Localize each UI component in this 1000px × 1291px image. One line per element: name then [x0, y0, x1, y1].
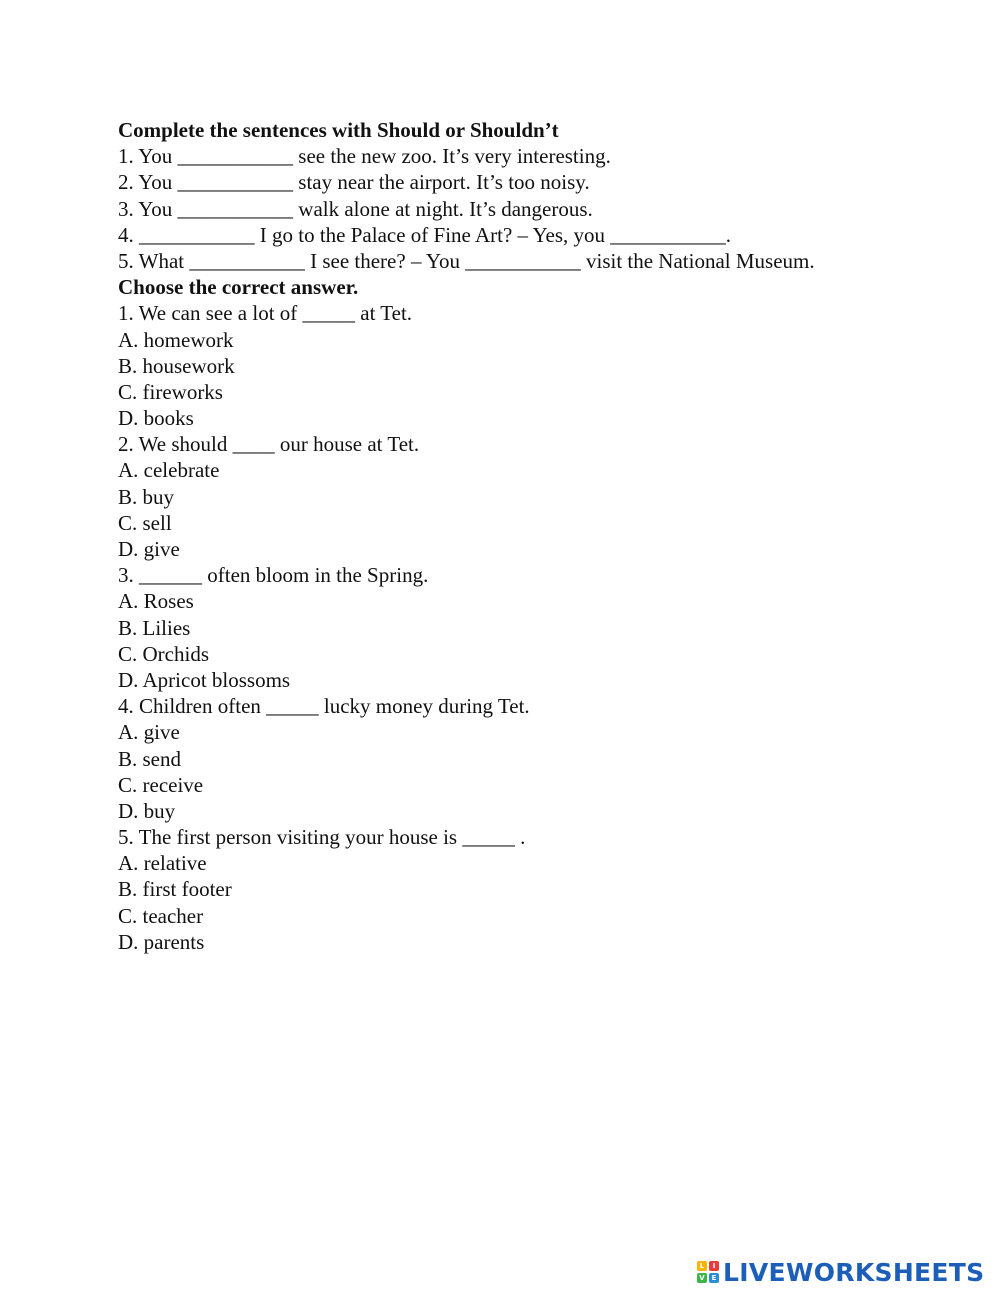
answer-option: D. books — [118, 406, 194, 431]
question-text: 5. The first person visiting your house is _____ . — [118, 825, 526, 850]
question-text: 3. ______ often bloom in the Spring. — [118, 563, 429, 588]
logo-mark-icon — [697, 1261, 719, 1283]
section1-item: 4. ___________ I go to the Palace of Fine Art? – Yes, you ___________. — [118, 222, 732, 247]
answer-option: D. buy — [118, 798, 176, 823]
answer-option: B. Lilies — [118, 615, 191, 640]
answer-option: A. homework — [118, 327, 234, 352]
answer-option: A. celebrate — [118, 458, 220, 483]
answer-option: C. fireworks — [118, 379, 223, 404]
answer-option: C. teacher — [118, 903, 204, 928]
question-text: 2. We should ____ our house at Tet. — [118, 432, 420, 457]
answer-option: A. give — [118, 720, 180, 745]
section1-item: 5. What ___________ I see there? – You ___________ visit the National Museum. — [118, 248, 815, 273]
section1-item: 1. You ___________ see the new zoo. It’s very interesting. — [118, 144, 611, 169]
section1-item: 2. You ___________ stay near the airport. It’s too noisy. — [118, 170, 590, 195]
answer-option: A. Roses — [118, 589, 194, 614]
answer-option: D. Apricot blossoms — [118, 667, 291, 692]
answer-option: A. relative — [118, 851, 207, 876]
logo-mark-tile: E — [709, 1273, 719, 1283]
answer-option: C. Orchids — [118, 641, 209, 666]
logo-mark-tile: V — [697, 1273, 707, 1283]
section2-heading: Choose the correct answer. — [118, 275, 359, 300]
answer-option: C. sell — [118, 510, 172, 535]
section1-item: 3. You ___________ walk alone at night. It’s dangerous. — [118, 196, 593, 221]
answer-option: D. give — [118, 537, 180, 561]
answer-option: B. first footer — [118, 877, 232, 902]
answer-option: B. buy — [118, 484, 175, 509]
answer-option: B. send — [118, 746, 181, 771]
worksheet — [118, 117, 978, 955]
answer-option: C. receive — [118, 772, 204, 797]
logo-mark-tile: L — [697, 1261, 707, 1271]
answer-option: B. housework — [118, 353, 235, 378]
answer-option: D. parents — [118, 929, 205, 954]
question-text: 4. Children often _____ lucky money during Tet. — [118, 694, 530, 719]
logo-mark-tile: I — [709, 1261, 719, 1271]
liveworksheets-logo[interactable] — [697, 1257, 984, 1287]
section1-heading: Complete the sentences with Should or Shouldn’t — [118, 118, 559, 142]
question-text: 1. We can see a lot of _____ at Tet. — [118, 301, 413, 326]
logo-text: LIVEWORKSHEETS — [723, 1257, 985, 1287]
